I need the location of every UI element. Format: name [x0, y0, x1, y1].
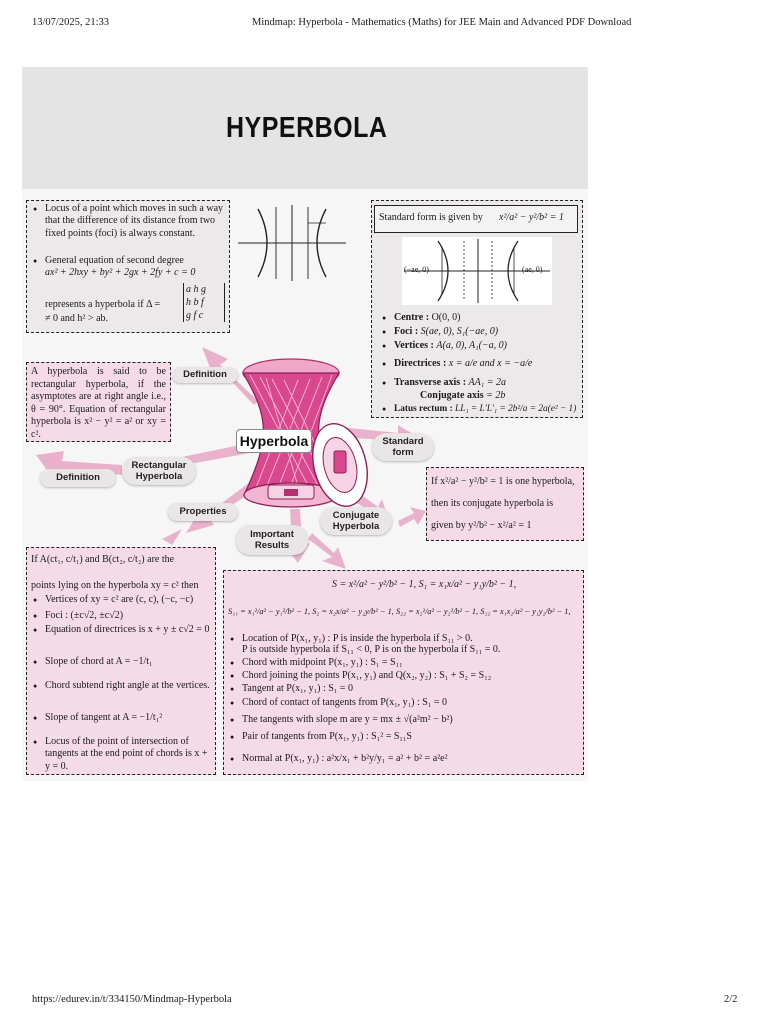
node-standard-form: Standard form	[372, 433, 434, 461]
vertices-item: ● Vertices : A(a, 0), A₁(−a, 0)	[394, 340, 507, 352]
foci-item: ● Foci : S(ae, 0), S₁(−ae, 0)	[394, 326, 498, 338]
node-rectangular-hyperbola: Rectangular Hyperbola	[122, 457, 196, 485]
properties-intro-1: If A(ct₁, c/t₁) and B(ct₂, c/t₂) are the	[31, 554, 175, 565]
definition-hyperbola-figure	[236, 203, 348, 283]
left-focus-label: (−ae, 0)	[404, 265, 429, 274]
property-locus: ● Locus of the point of intersection of tangents at the end point of chords is x + y = 0.	[45, 736, 213, 773]
standard-form-box	[371, 200, 583, 418]
result-normal: ● Normal at P(x₁, y₁) : a²x/x₁ + b²y/y₁ = a² + b² = a²e²	[242, 753, 448, 765]
transverse-axis-item: ● Transverse axis : AA₁ = 2a	[394, 377, 506, 389]
property-chord-slope: ● Slope of chord at A = −1/t₁	[45, 656, 213, 668]
node-conjugate-hyperbola: Conjugate Hyperbola	[320, 507, 392, 535]
definition-bullet-2: ● General equation of second degree	[45, 255, 227, 267]
conjugate-line-3: given by y²/b² − x²/a² = 1	[431, 520, 532, 531]
det-row-1: a h g	[186, 284, 206, 295]
properties-box	[26, 547, 216, 775]
center-label: Hyperbola	[236, 429, 312, 453]
standard-form-intro: Standard form is given by	[379, 212, 483, 223]
result-tangent: ● Tangent at P(x₁, y₁) : S₁ = 0	[242, 683, 353, 695]
conjugate-line-2: then its conjugate hyperbola is	[431, 498, 554, 509]
rectangular-definition-box: A hyperbola is said to be rectangular hyperbola, if the asymptotes are at right angle i.e., θ = 90°. Equation of rectangular hyperbola is x² − y² = a² or xy = c².	[26, 362, 171, 442]
important-results-box	[223, 570, 584, 775]
result-eq-2: S₁₁ = x₁²/a² − y₁²/b² − 1, S₂ = x₂x/a² − y₂y/b² − 1, S₂₂ = x₂²/a² − y₂²/b² − 1, S₁₂ = x₁x₂/a² − y₁y₂/b² − 1,	[228, 607, 571, 616]
result-location: ● Location of P(x₁, y₁) : P is inside the hyperbola if S₁₁ > 0.	[242, 633, 473, 645]
print-page-count: 2/2	[724, 994, 738, 1005]
general-equation: ax² + 2hxy + by² + 2gx + 2fy + c = 0	[45, 267, 196, 278]
node-definition-left: Definition	[40, 469, 116, 487]
result-chord-contact: ● Chord of contact of tangents from P(x₁, y₁) : S₁ = 0	[242, 697, 447, 709]
result-slope-tangents: ● The tangents with slope m are y = mx ± √(a²m² − b²)	[242, 714, 453, 726]
node-definition-top: Definition	[172, 367, 238, 383]
page-title: HYPERBOLA	[226, 111, 388, 145]
arrow-conjugate-box	[398, 507, 426, 527]
node-properties: Properties	[168, 503, 238, 521]
directrices-item: ● Directrices : x = a/e and x = −a/e	[394, 358, 532, 370]
result-midpoint-chord: ● Chord with midpoint P(x₁, y₁) : S₁ = S₁₁	[242, 657, 403, 669]
result-location-2: P is outside hyperbola if S₁₁ < 0, P is on the hyperbola if S₁₁ = 0.	[242, 644, 501, 655]
property-vertices: ● Vertices of xy = c² are (c, c), (−c, −c)	[45, 594, 213, 606]
result-eq-1: S = x²/a² − y²/b² − 1, S₁ = x₁x/a² − y₁y/b² − 1,	[332, 579, 517, 590]
property-directrices: ● Equation of directrices is x + y ± c√2 = 0	[45, 624, 213, 636]
latus-rectum-item: ● Latus rectum : LL₁ = L′L′₁ = 2b²/a = 2a(e² − 1)	[394, 403, 576, 415]
conjugate-box	[426, 467, 584, 541]
print-page-title: Mindmap: Hyperbola - Mathematics (Maths) for JEE Main and Advanced PDF Download	[252, 17, 632, 28]
centre-item: ● Centre : O(0, 0)	[394, 312, 460, 324]
hyperbola-condition-label: represents a hyperbola if Δ =	[45, 299, 161, 310]
conjugate-line-1: If x²/a² − y²/b² = 1 is one hyperbola,	[431, 476, 575, 487]
property-tangent-slope: ● Slope of tangent at A = −1/t₁²	[45, 712, 213, 724]
det-row-2: h b f	[186, 297, 204, 308]
det-row-3: g f c	[186, 310, 204, 321]
properties-intro-2: points lying on the hyperbola xy = c² then	[31, 580, 199, 591]
result-pair-tangents: ● Pair of tangents from P(x₁, y₁) : S₁² = S₁₁S	[242, 731, 412, 743]
mindmap-canvas	[22, 189, 588, 781]
definition-box	[26, 200, 230, 333]
determinant	[183, 283, 225, 322]
definition-bullet-1: ● Locus of a point which moves in such a way that the difference of its distance from two fixed points (foci) is always constant.	[45, 203, 227, 240]
property-right-angle: ● Chord subtend right angle at the vertices.	[45, 680, 213, 692]
right-focus-label: (ae, 0)	[522, 265, 543, 274]
result-chord-joining: ● Chord joining the points P(x₁, y₁) and Q(x₂, y₂) : S₁ + S₂ = S₁₂	[242, 670, 491, 682]
print-datetime: 13/07/2025, 21:33	[32, 17, 110, 28]
print-url[interactable]: https://edurev.in/t/334150/Mindmap-Hyperbola	[32, 994, 232, 1005]
conjugate-axis-item: Conjugate axis = 2b	[420, 390, 506, 401]
determinant-condition: ≠ 0 and h² > ab.	[45, 313, 109, 324]
property-foci: ● Foci : (±c√2, ±c√2)	[45, 610, 213, 622]
arrow-props-tip	[162, 529, 182, 545]
arrow-results-box	[308, 533, 346, 569]
node-important-results: Important Results	[236, 525, 308, 555]
standard-form-header	[374, 205, 578, 233]
standard-form-equation: x²/a² − y²/b² = 1	[499, 212, 564, 223]
